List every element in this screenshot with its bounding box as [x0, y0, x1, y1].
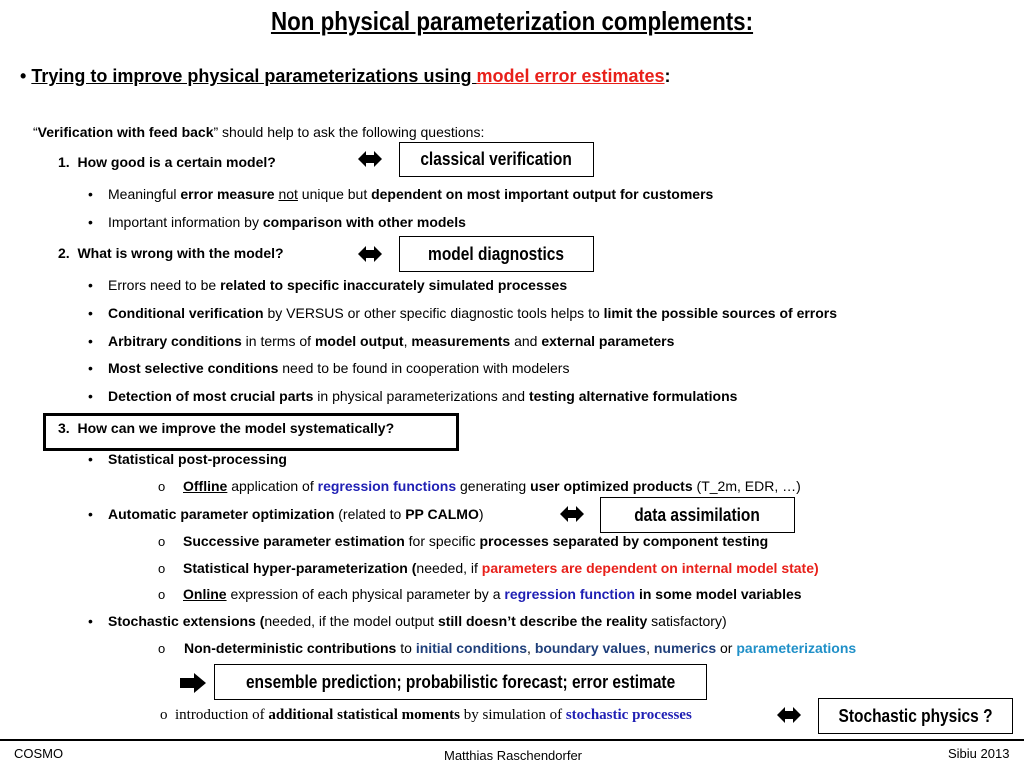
text-span: still doesn’t describe the reality: [437, 613, 648, 629]
text-span: by simulation of: [460, 707, 566, 723]
bullet-marker: •: [88, 305, 93, 321]
text-span: in physical parameterizations and: [313, 388, 529, 404]
question-number: 1.: [58, 154, 70, 170]
text-span: by VERSUS or other specific diagnostic tools helps to: [263, 305, 604, 321]
footer-right: Sibiu 2013: [948, 746, 1010, 761]
text-span: Offline: [183, 478, 228, 494]
box-label: data assimilation: [634, 504, 761, 525]
circle-marker: o: [160, 707, 168, 723]
text-span: generating: [456, 478, 531, 494]
text-span: unique but: [297, 186, 372, 202]
moments-line: [160, 707, 692, 724]
text-span: ): [478, 506, 484, 522]
list-item: [108, 186, 713, 202]
subtitle-bullet: •: [20, 66, 27, 86]
box-label: classical verification: [420, 149, 573, 169]
footer-left: COSMO: [14, 746, 64, 761]
text-span: not: [278, 186, 298, 202]
subtitle: [20, 66, 671, 87]
question-text: How can we improve the model systematically?: [77, 420, 395, 436]
text-span: Most selective conditions: [108, 360, 279, 376]
double-arrow-icon: [358, 245, 382, 263]
text-span: limit the possible sources of errors: [603, 305, 838, 321]
bullet-marker: •: [88, 388, 93, 404]
list-item: [108, 360, 569, 376]
question-text: How good is a certain model?: [77, 154, 276, 170]
sub-item: [184, 640, 856, 656]
text-span: in terms of: [241, 333, 315, 349]
list-item: [108, 305, 837, 321]
double-arrow-icon: [560, 505, 584, 523]
bullet-marker: •: [88, 506, 93, 522]
sub-item: [183, 533, 768, 549]
text-span: measurements: [411, 333, 511, 349]
double-arrow-icon: [777, 706, 801, 724]
intro-rest: ” should help to ask the following questions:: [213, 124, 485, 140]
stochastic-physics-box: [818, 698, 1013, 734]
question-number: 3.: [58, 420, 70, 436]
question-text: What is wrong with the model?: [77, 245, 284, 261]
text-span: or: [716, 640, 737, 656]
circle-marker: o: [158, 479, 166, 494]
sub-item: [183, 478, 801, 494]
circle-marker: o: [158, 641, 166, 656]
text-span: application of: [227, 478, 318, 494]
text-span: Errors need to be: [108, 277, 221, 293]
bullet-marker: •: [88, 333, 93, 349]
text-span: needed, if: [416, 560, 482, 576]
text-span: (T_2m, EDR, …): [692, 478, 801, 494]
intro-line: [33, 124, 484, 140]
text-span: boundary values: [534, 640, 647, 656]
text-span: Automatic parameter optimization: [108, 506, 335, 522]
text-span: Non-deterministic contributions: [184, 640, 397, 656]
text-span: Conditional verification: [108, 305, 264, 321]
text-span: Meaningful: [108, 186, 181, 202]
double-arrow-icon: [358, 150, 382, 168]
text-span: satisfactory): [647, 613, 727, 629]
text-span: Important information by: [108, 214, 263, 230]
right-arrow-icon: [180, 673, 206, 693]
text-span: for specific: [404, 533, 480, 549]
text-span: processes separated by component testing: [479, 533, 769, 549]
text-span: parameters are dependent on internal model state): [481, 560, 819, 576]
text-span: (related to: [334, 506, 406, 522]
question-2: [58, 245, 284, 261]
list-item: [108, 214, 466, 230]
text-span: user optimized products: [530, 478, 693, 494]
list-item: [108, 613, 727, 629]
sub-item: [183, 586, 802, 602]
text-span: Successive parameter estimation: [183, 533, 405, 549]
text-span: regression function: [504, 586, 636, 602]
question-1: [58, 154, 276, 170]
text-span: needed, if the model output: [264, 613, 438, 629]
text-span: external parameters: [541, 333, 675, 349]
intro-quote: “: [33, 124, 38, 140]
text-span: Online: [183, 586, 227, 602]
list-item: [108, 388, 737, 404]
box-label: ensemble prediction; probabilistic forecast; error estimate: [245, 671, 676, 692]
model-diagnostics-box: [399, 236, 594, 272]
footer-center: Matthias Raschendorfer: [444, 748, 583, 763]
text-span: testing alternative formulations: [528, 388, 738, 404]
text-span: and: [510, 333, 542, 349]
text-span: introduction of: [175, 707, 269, 723]
box-label: Stochastic physics ?: [838, 705, 993, 726]
page-title: Non physical parameterization complements:: [270, 6, 754, 36]
text-span: Stochastic extensions (: [108, 613, 265, 629]
bullet-marker: •: [88, 360, 93, 376]
text-span: ,: [646, 640, 654, 656]
text-span: need to be found in cooperation with modelers: [278, 360, 570, 376]
ensemble-prediction-box: [214, 664, 707, 700]
text-span: ,: [403, 333, 412, 349]
footer-divider: [0, 739, 1024, 741]
subtitle-colon: :: [664, 66, 671, 86]
text-span: Detection of most crucial parts: [108, 388, 314, 404]
text-span: Statistical hyper-parameterization (: [183, 560, 417, 576]
text-span: PP CALMO: [405, 506, 479, 522]
text-span: error measure: [180, 186, 275, 202]
bullet-marker: •: [88, 277, 93, 293]
question-number: 2.: [58, 245, 70, 261]
subtitle-highlight: model error estimates: [476, 66, 665, 86]
circle-marker: o: [158, 587, 166, 602]
intro-bold: Verification with feed back: [37, 124, 214, 140]
classical-verification-box: [399, 142, 594, 177]
question-3: [58, 420, 394, 436]
sub-item: [183, 560, 819, 576]
text-span: dependent on most important output for customers: [371, 186, 714, 202]
text-span: regression functions: [317, 478, 457, 494]
text-span: model output: [314, 333, 404, 349]
list-item: [108, 333, 674, 349]
text-span: Arbitrary conditions: [108, 333, 242, 349]
bullet-marker: •: [88, 613, 93, 629]
circle-marker: o: [158, 561, 166, 576]
list-item: [108, 506, 484, 522]
data-assimilation-box: [600, 497, 795, 533]
list-item: Statistical post-processing: [108, 451, 287, 467]
list-item: [108, 277, 567, 293]
bullet-marker: •: [88, 214, 93, 230]
text-span: related to specific inaccurately simulated processes: [220, 277, 568, 293]
text-span: in some model variables: [635, 586, 802, 602]
text-span: additional statistical moments: [268, 707, 460, 723]
text-span: stochastic processes: [565, 707, 692, 723]
box-label: model diagnostics: [428, 243, 565, 264]
text-span: parameterizations: [736, 640, 857, 656]
text-span: expression of each physical parameter by a: [226, 586, 505, 602]
bullet-marker: •: [88, 186, 93, 202]
circle-marker: o: [158, 534, 166, 549]
text-span: comparison with other models: [262, 214, 466, 230]
text-span: initial conditions: [415, 640, 528, 656]
text-span: numerics: [653, 640, 717, 656]
text-span: ,: [527, 640, 535, 656]
bullet-marker: •: [88, 451, 93, 467]
text-span: to: [396, 640, 416, 656]
subtitle-text: Trying to improve physical parameterizations using: [31, 66, 477, 86]
